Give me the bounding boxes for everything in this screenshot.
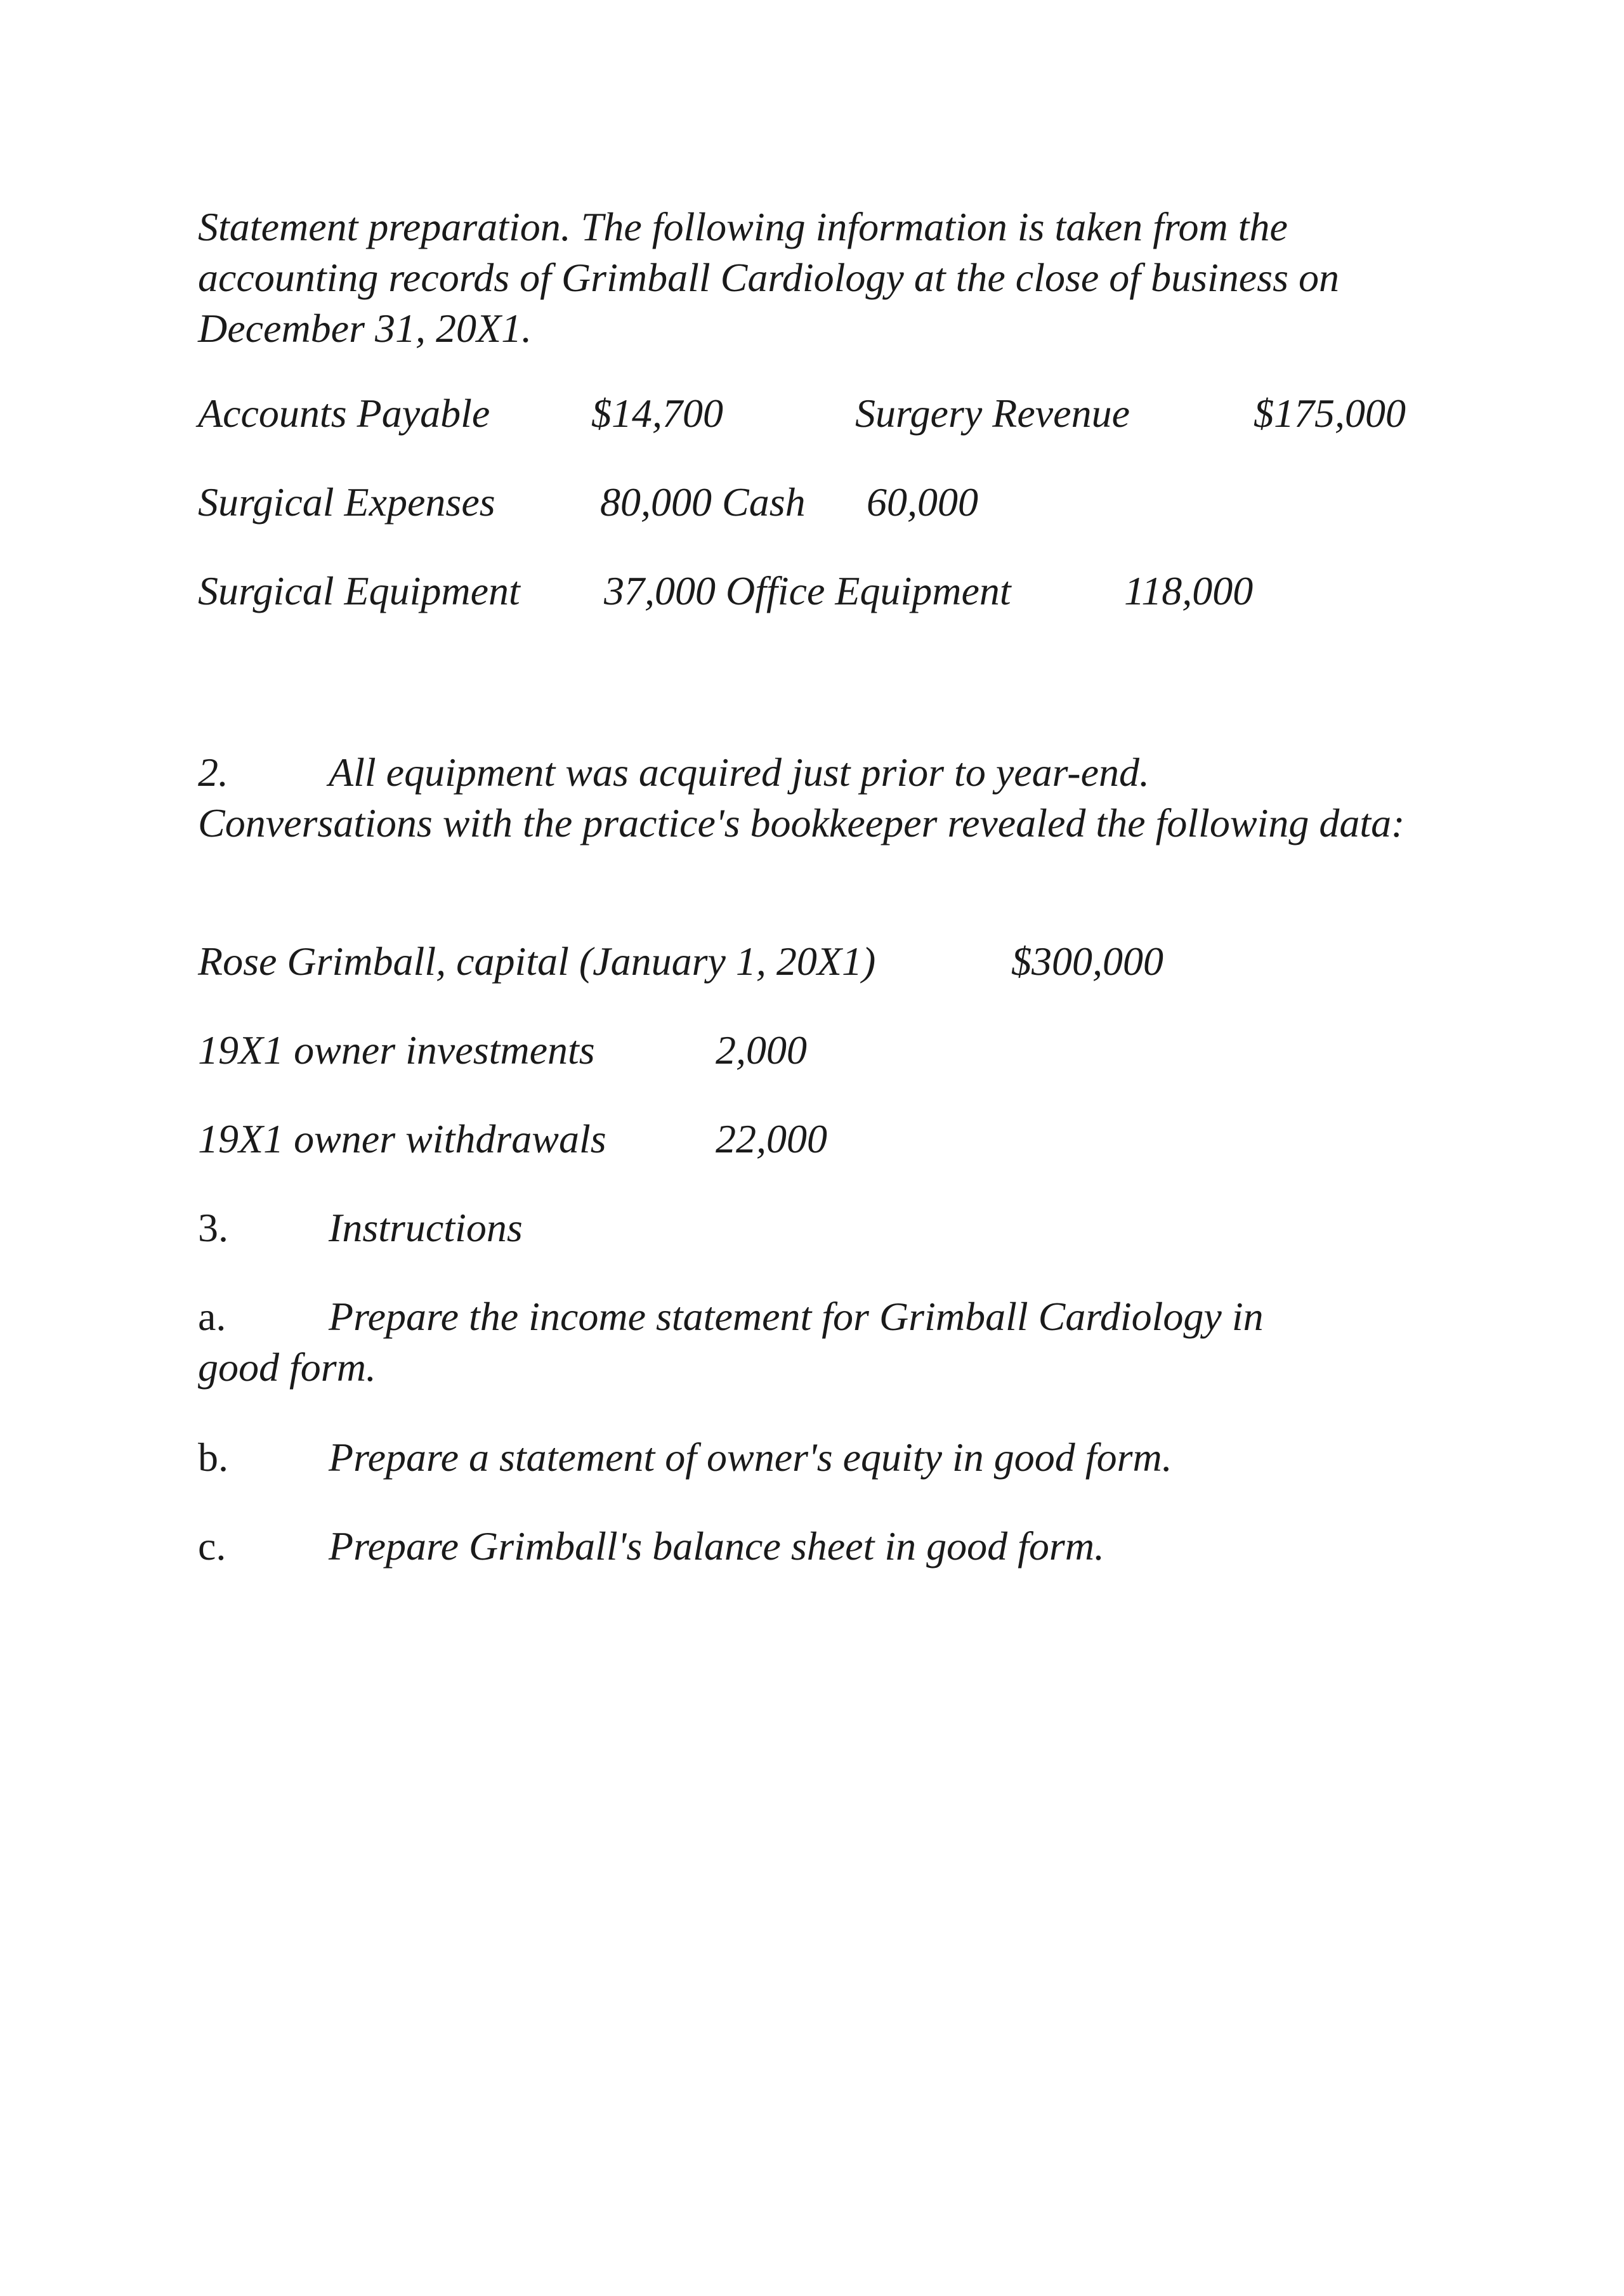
instruction-marker-b: b. xyxy=(198,1435,228,1480)
note-2-number: 2. xyxy=(198,750,228,795)
account-value-accounts-payable: $14,700 xyxy=(591,391,723,436)
instruction-text-c: Prepare Grimball's balance sheet in good form. xyxy=(329,1523,1105,1569)
capital-label-beginning: Rose Grimball, capital (January 1, 20X1) xyxy=(198,939,876,984)
instruction-text-a-first-line: Prepare the income statement for Grimball Cardiology in xyxy=(329,1294,1264,1339)
intro-paragraph: Statement preparation. The following information is taken from the accounting records of Grimball Cardiology at the close of business on December 31, 20X1. xyxy=(198,204,1339,351)
instructions-number: 3. xyxy=(198,1205,228,1250)
account-value-surgery-revenue: $175,000 xyxy=(1254,391,1406,436)
capital-value-beginning: $300,000 xyxy=(1011,939,1163,984)
instruction-text-a-rest: good form. xyxy=(198,1345,376,1390)
account-label-surgery-revenue: Surgery Revenue xyxy=(855,391,1130,436)
account-label-surgical-equipment: Surgical Equipment xyxy=(198,568,520,613)
account-value-office-equipment: 118,000 xyxy=(1124,568,1254,613)
note-2-text-first-line: All equipment was acquired just prior to year-end. xyxy=(329,750,1149,795)
instructions-heading: Instructions xyxy=(329,1205,523,1250)
account-value-surgical-equipment-and-office-label: 37,000 Office Equipment xyxy=(604,568,1011,613)
capital-value-withdrawals: 22,000 xyxy=(716,1116,827,1161)
capital-value-investments: 2,000 xyxy=(716,1027,807,1073)
account-value-cash: 60,000 xyxy=(867,479,978,525)
instruction-marker-c: c. xyxy=(198,1523,226,1569)
account-value-surgical-expenses-and-cash-label: 80,000 Cash xyxy=(600,479,806,525)
instruction-text-b: Prepare a statement of owner's equity in good form. xyxy=(329,1435,1172,1480)
account-label-surgical-expenses: Surgical Expenses xyxy=(198,479,495,525)
account-label-accounts-payable: Accounts Payable xyxy=(198,391,490,436)
capital-label-withdrawals: 19X1 owner withdrawals xyxy=(198,1116,606,1161)
instruction-marker-a: a. xyxy=(198,1294,226,1339)
note-2-text-rest: Conversations with the practice's bookkeeper revealed the following data: xyxy=(198,800,1405,845)
capital-label-investments: 19X1 owner investments xyxy=(198,1027,595,1073)
